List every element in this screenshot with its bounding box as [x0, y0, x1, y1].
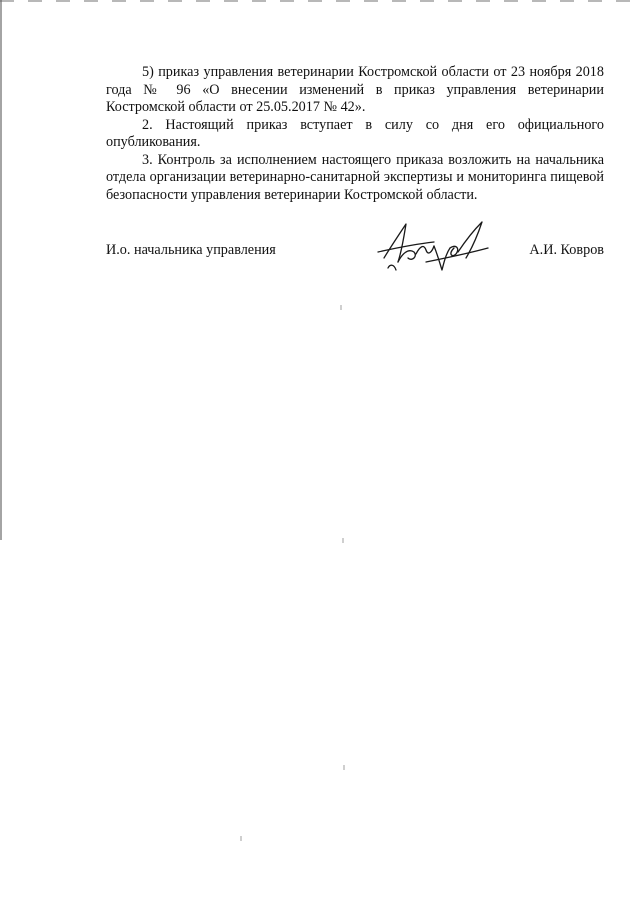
scan-edge-artifact: [0, 0, 2, 540]
signature-block: [106, 240, 604, 280]
signatory-position: И.о. начальника управления: [106, 242, 276, 258]
scan-speck: [342, 538, 344, 543]
handwritten-signature: [376, 218, 496, 280]
paragraph-effective-date: 2. Настоящий приказ вступает в силу со дня его официального опубликования.: [106, 116, 604, 150]
paragraph-control: 3. Контроль за исполнением настоящего приказа возложить на начальника отдела организации ветеринарно-санитарной экспертизы и мониторинга пищевой безопасности управления ветеринарии Костромской области.: [106, 151, 604, 203]
order-body: [106, 64, 604, 204]
signatory-name: А.И. Ковров: [529, 242, 604, 258]
scan-speck: [340, 305, 342, 310]
paragraph-item-5: 5) приказ управления ветеринарии Костромской области от 23 ноября 2018 года № 96 «О внесении изменений в приказ управления ветеринарии Костромской области от 25.05.2017 № 42».: [106, 64, 604, 115]
scan-speck: [240, 836, 242, 841]
scan-border-artifact: [0, 0, 640, 2]
scan-speck: [343, 765, 345, 770]
